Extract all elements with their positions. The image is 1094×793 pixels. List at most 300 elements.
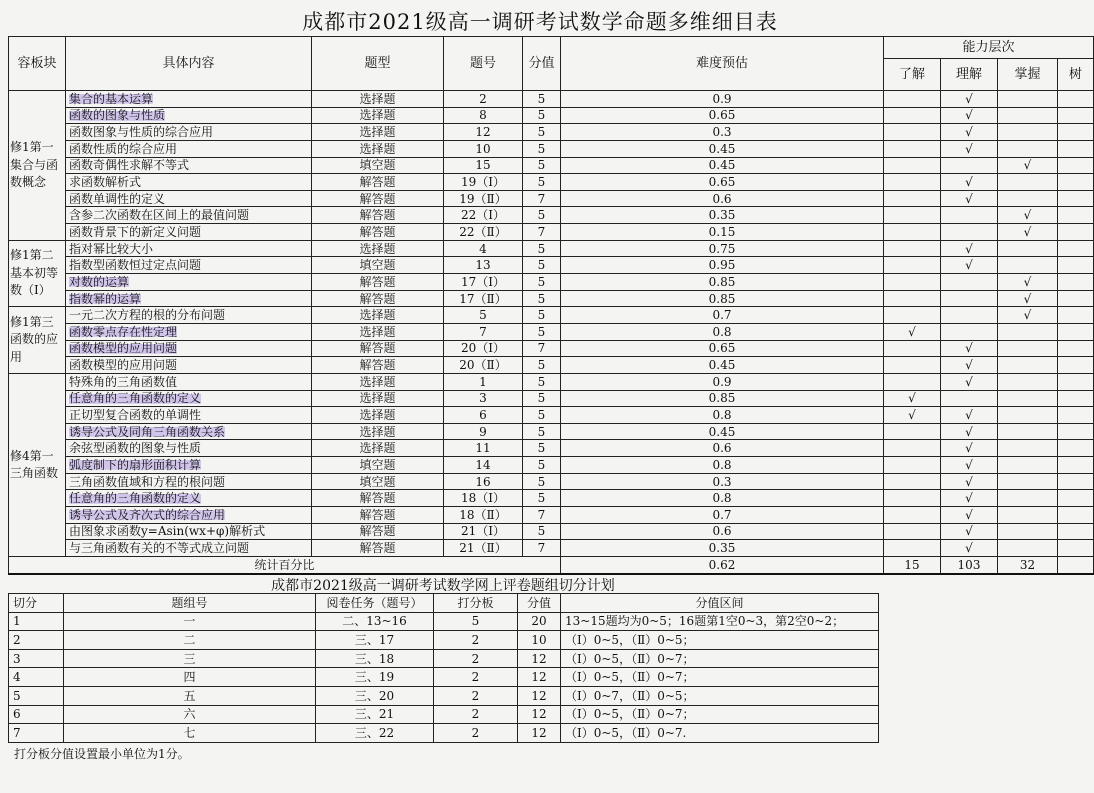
number-cell: 12 <box>444 124 523 141</box>
comprehend-mark: √ <box>941 357 998 374</box>
understand-mark <box>884 124 941 141</box>
range-cell: （Ⅰ）0~5，（Ⅱ）0~7； <box>561 668 879 687</box>
content-cell <box>66 440 312 457</box>
table-row <box>9 257 1094 274</box>
content-text: 三角函数值域和方程的根问题 <box>69 474 226 489</box>
type-cell: 解答题 <box>312 507 444 524</box>
split-row <box>9 612 879 631</box>
difficulty-cell: 0.45 <box>561 357 884 374</box>
content-cell <box>66 207 312 224</box>
type-cell: 解答题 <box>312 174 444 191</box>
difficulty-cell: 0.35 <box>561 207 884 224</box>
split-row <box>9 649 879 668</box>
comprehend-mark: √ <box>941 523 998 540</box>
score-cell: 5 <box>523 91 561 108</box>
table-row <box>9 140 1094 157</box>
master-mark <box>998 523 1058 540</box>
content-text: 任意角的三角函数的定义 <box>69 491 202 506</box>
comprehend-mark <box>941 207 998 224</box>
understand-mark <box>884 240 941 257</box>
type-cell: 解答题 <box>312 274 444 291</box>
understand-mark <box>884 257 941 274</box>
extra-cell <box>1058 257 1094 274</box>
extra-cell <box>1058 124 1094 141</box>
content-cell <box>66 357 312 374</box>
table-row <box>9 207 1094 224</box>
range-cell: （Ⅰ）0~5，（Ⅱ）0~7. <box>561 724 879 743</box>
master-mark <box>998 540 1058 557</box>
master-mark <box>998 257 1058 274</box>
master-mark <box>998 107 1058 124</box>
number-cell: 5 <box>444 307 523 324</box>
type-cell: 解答题 <box>312 540 444 557</box>
difficulty-cell: 0.7 <box>561 307 884 324</box>
extra-cell <box>1058 207 1094 224</box>
content-text: 求函数解析式 <box>69 175 142 190</box>
content-cell <box>66 157 312 174</box>
totals-difficulty: 0.62 <box>561 556 884 573</box>
extra-cell <box>1058 523 1094 540</box>
difficulty-cell: 0.8 <box>561 407 884 424</box>
difficulty-cell: 0.75 <box>561 240 884 257</box>
type-cell: 填空题 <box>312 457 444 474</box>
table-row <box>9 457 1094 474</box>
sub-header-split: 切分 <box>9 594 64 613</box>
master-mark: √ <box>998 307 1058 324</box>
type-cell: 填空题 <box>312 257 444 274</box>
master-mark <box>998 240 1058 257</box>
comprehend-mark: √ <box>941 457 998 474</box>
difficulty-cell: 0.9 <box>561 91 884 108</box>
number-cell: 2 <box>444 91 523 108</box>
understand-mark <box>884 507 941 524</box>
extra-cell <box>1058 423 1094 440</box>
content-text: 一元二次方程的根的分布问题 <box>69 308 226 323</box>
difficulty-cell: 0.8 <box>561 490 884 507</box>
range-cell: （Ⅰ）0~5，（Ⅱ）0~7； <box>561 649 879 668</box>
score-cell: 5 <box>523 140 561 157</box>
content-text: 诱导公式及同角三角函数关系 <box>69 424 226 439</box>
understand-mark <box>884 190 941 207</box>
comprehend-mark: √ <box>941 174 998 191</box>
content-cell <box>66 140 312 157</box>
understand-mark <box>884 440 941 457</box>
module-label: 修1第二 基本初等 数（Ⅰ） <box>9 240 66 307</box>
content-text: 任意角的三角函数的定义 <box>69 391 202 406</box>
type-cell: 解答题 <box>312 523 444 540</box>
content-cell <box>66 507 312 524</box>
extra-cell <box>1058 307 1094 324</box>
header-extra: 树 <box>1058 59 1094 91</box>
type-cell: 解答题 <box>312 207 444 224</box>
number-cell: 10 <box>444 140 523 157</box>
content-text: 函数奇偶性求解不等式 <box>69 158 190 173</box>
number-cell: 19（Ⅰ） <box>444 174 523 191</box>
master-mark <box>998 124 1058 141</box>
content-text: 与三角函数有关的不等式成立问题 <box>69 541 250 556</box>
totals-extra <box>1058 556 1094 573</box>
table-row <box>9 323 1094 340</box>
comprehend-mark <box>941 224 998 241</box>
content-cell <box>66 91 312 108</box>
score-cell: 7 <box>523 224 561 241</box>
understand-mark <box>884 140 941 157</box>
sub-header-task: 阅卷任务（题号） <box>316 594 434 613</box>
score-cell: 5 <box>523 457 561 474</box>
content-cell <box>66 457 312 474</box>
range-cell: （Ⅰ）0~7，（Ⅱ）0~5； <box>561 686 879 705</box>
difficulty-cell: 0.65 <box>561 174 884 191</box>
score-cell: 7 <box>523 540 561 557</box>
content-cell <box>66 274 312 291</box>
type-cell: 选择题 <box>312 440 444 457</box>
number-cell: 1 <box>444 373 523 390</box>
master-mark: √ <box>998 290 1058 307</box>
panel-cell: 2 <box>434 686 518 705</box>
spec-table-body <box>9 91 1094 574</box>
understand-mark <box>884 373 941 390</box>
panel-cell: 2 <box>434 705 518 724</box>
master-mark <box>998 507 1058 524</box>
content-cell <box>66 407 312 424</box>
split-row <box>9 631 879 650</box>
table-row <box>9 507 1094 524</box>
extra-cell <box>1058 373 1094 390</box>
header-difficulty: 难度预估 <box>561 37 884 91</box>
content-text: 函数模型的应用问题 <box>69 358 178 373</box>
content-text: 含参二次函数在区间上的最值问题 <box>69 208 250 223</box>
score-cell: 7 <box>523 340 561 357</box>
score-cell: 5 <box>523 473 561 490</box>
content-cell <box>66 390 312 407</box>
type-cell: 选择题 <box>312 323 444 340</box>
master-mark <box>998 440 1058 457</box>
table-row <box>9 373 1094 390</box>
split-number: 7 <box>9 724 64 743</box>
group-number: 四 <box>64 668 316 687</box>
panel-cell: 2 <box>434 724 518 743</box>
task-cell: 三、21 <box>316 705 434 724</box>
split-number: 5 <box>9 686 64 705</box>
understand-mark: √ <box>884 390 941 407</box>
understand-mark <box>884 91 941 108</box>
totals-master: 32 <box>998 556 1058 573</box>
table-row <box>9 540 1094 557</box>
number-cell: 18（Ⅱ） <box>444 507 523 524</box>
comprehend-mark: √ <box>941 407 998 424</box>
split-table-body <box>9 612 879 742</box>
understand-mark <box>884 357 941 374</box>
content-text: 函数背景下的新定义问题 <box>69 224 202 239</box>
number-cell: 22（Ⅱ） <box>444 224 523 241</box>
type-cell: 填空题 <box>312 157 444 174</box>
table-row <box>9 124 1094 141</box>
totals-label: 统计百分比 <box>9 556 561 573</box>
number-cell: 16 <box>444 473 523 490</box>
understand-mark <box>884 473 941 490</box>
master-mark: √ <box>998 224 1058 241</box>
type-cell: 选择题 <box>312 373 444 390</box>
header-type: 题型 <box>312 37 444 91</box>
number-cell: 9 <box>444 423 523 440</box>
table-row <box>9 407 1094 424</box>
comprehend-mark: √ <box>941 440 998 457</box>
group-number: 七 <box>64 724 316 743</box>
content-cell <box>66 174 312 191</box>
extra-cell <box>1058 540 1094 557</box>
split-table <box>8 593 879 743</box>
content-cell <box>66 523 312 540</box>
master-mark <box>998 357 1058 374</box>
score-cell: 5 <box>523 290 561 307</box>
score-cell: 5 <box>523 357 561 374</box>
type-cell: 解答题 <box>312 290 444 307</box>
understand-mark <box>884 207 941 224</box>
score-cell: 5 <box>523 274 561 291</box>
difficulty-cell: 0.85 <box>561 274 884 291</box>
extra-cell <box>1058 91 1094 108</box>
content-text: 正切型复合函数的单调性 <box>69 407 202 422</box>
content-cell <box>66 540 312 557</box>
extra-cell <box>1058 390 1094 407</box>
header-understand: 了解 <box>884 59 941 91</box>
comprehend-mark: √ <box>941 124 998 141</box>
content-text: 指数型函数恒过定点问题 <box>69 258 202 273</box>
comprehend-mark <box>941 390 998 407</box>
extra-cell <box>1058 107 1094 124</box>
extra-cell <box>1058 473 1094 490</box>
number-cell: 14 <box>444 457 523 474</box>
extra-cell <box>1058 274 1094 291</box>
content-cell <box>66 124 312 141</box>
range-cell: （Ⅰ）0~5，（Ⅱ）0~5； <box>561 631 879 650</box>
table-row <box>9 190 1094 207</box>
range-cell: （Ⅰ）0~5，（Ⅱ）0~7； <box>561 705 879 724</box>
master-mark <box>998 190 1058 207</box>
extra-cell <box>1058 507 1094 524</box>
difficulty-cell: 0.8 <box>561 457 884 474</box>
content-text: 函数的图象与性质 <box>69 108 166 123</box>
comprehend-mark: √ <box>941 340 998 357</box>
type-cell: 解答题 <box>312 190 444 207</box>
understand-mark <box>884 540 941 557</box>
score-cell: 12 <box>518 668 561 687</box>
table-row <box>9 473 1094 490</box>
extra-cell <box>1058 407 1094 424</box>
number-cell: 6 <box>444 407 523 424</box>
score-cell: 5 <box>523 440 561 457</box>
understand-mark <box>884 457 941 474</box>
split-row <box>9 705 879 724</box>
score-cell: 5 <box>523 490 561 507</box>
understand-mark <box>884 224 941 241</box>
score-cell: 7 <box>523 507 561 524</box>
type-cell: 解答题 <box>312 357 444 374</box>
number-cell: 21（Ⅰ） <box>444 523 523 540</box>
type-cell: 选择题 <box>312 240 444 257</box>
content-text: 余弦型函数的图象与性质 <box>69 441 202 456</box>
understand-mark <box>884 423 941 440</box>
comprehend-mark <box>941 274 998 291</box>
header-master: 掌握 <box>998 59 1058 91</box>
comprehend-mark: √ <box>941 423 998 440</box>
score-cell: 5 <box>523 373 561 390</box>
footnote: 打分板分值设置最小单位为1分。 <box>14 747 190 761</box>
task-cell: 二、13~16 <box>316 612 434 631</box>
number-cell: 20（Ⅰ） <box>444 340 523 357</box>
comprehend-mark <box>941 323 998 340</box>
content-text: 对数的运算 <box>69 274 130 289</box>
content-cell <box>66 323 312 340</box>
difficulty-cell: 0.9 <box>561 373 884 390</box>
understand-mark <box>884 157 941 174</box>
score-cell: 10 <box>518 631 561 650</box>
extra-cell <box>1058 323 1094 340</box>
type-cell: 选择题 <box>312 423 444 440</box>
table-row <box>9 290 1094 307</box>
type-cell: 选择题 <box>312 124 444 141</box>
score-cell: 5 <box>523 257 561 274</box>
table-row <box>9 423 1094 440</box>
number-cell: 17（Ⅱ） <box>444 290 523 307</box>
master-mark <box>998 457 1058 474</box>
content-text: 弧度制下的扇形面积计算 <box>69 457 202 472</box>
comprehend-mark: √ <box>941 473 998 490</box>
master-mark: √ <box>998 157 1058 174</box>
understand-mark <box>884 174 941 191</box>
type-cell: 解答题 <box>312 224 444 241</box>
score-cell: 5 <box>523 124 561 141</box>
number-cell: 4 <box>444 240 523 257</box>
header-module: 容板块 <box>9 37 66 91</box>
number-cell: 17（Ⅰ） <box>444 274 523 291</box>
content-cell <box>66 190 312 207</box>
difficulty-cell: 0.3 <box>561 473 884 490</box>
panel-cell: 2 <box>434 631 518 650</box>
totals-understand: 15 <box>884 556 941 573</box>
content-text: 函数零点存在性定理 <box>69 324 178 339</box>
comprehend-mark: √ <box>941 490 998 507</box>
difficulty-cell: 0.6 <box>561 523 884 540</box>
extra-cell <box>1058 174 1094 191</box>
difficulty-cell: 0.85 <box>561 290 884 307</box>
type-cell: 选择题 <box>312 307 444 324</box>
totals-row <box>9 556 1094 573</box>
score-cell: 5 <box>523 157 561 174</box>
sub-header-score: 分值 <box>518 594 561 613</box>
understand-mark <box>884 340 941 357</box>
extra-cell <box>1058 340 1094 357</box>
master-mark <box>998 473 1058 490</box>
difficulty-cell: 0.6 <box>561 190 884 207</box>
master-mark: √ <box>998 274 1058 291</box>
content-text: 诱导公式及齐次式的综合应用 <box>69 507 226 522</box>
range-cell: 13~15题均为0~5；16题第1空0~3，第2空0~2； <box>561 612 879 631</box>
table-row <box>9 274 1094 291</box>
score-cell: 5 <box>523 174 561 191</box>
panel-cell: 5 <box>434 612 518 631</box>
master-mark <box>998 91 1058 108</box>
comprehend-mark: √ <box>941 140 998 157</box>
sub-table-title: 成都市2021级高一调研考试数学网上评卷题组切分计划 <box>271 578 615 594</box>
split-number: 1 <box>9 612 64 631</box>
score-cell: 5 <box>523 407 561 424</box>
content-text: 由图象求函数y=Asin(wx+φ)解析式 <box>69 524 266 539</box>
header-number: 题号 <box>444 37 523 91</box>
number-cell: 21（Ⅱ） <box>444 540 523 557</box>
comprehend-mark: √ <box>941 507 998 524</box>
extra-cell <box>1058 240 1094 257</box>
content-cell <box>66 290 312 307</box>
extra-cell <box>1058 224 1094 241</box>
understand-mark <box>884 307 941 324</box>
panel-cell: 2 <box>434 649 518 668</box>
split-number: 3 <box>9 649 64 668</box>
difficulty-cell: 0.3 <box>561 124 884 141</box>
extra-cell <box>1058 440 1094 457</box>
table-row <box>9 224 1094 241</box>
difficulty-cell: 0.7 <box>561 507 884 524</box>
sub-header-group: 题组号 <box>64 594 316 613</box>
split-number: 2 <box>9 631 64 650</box>
score-cell: 5 <box>523 323 561 340</box>
content-text: 函数单调性的定义 <box>69 191 166 206</box>
group-number: 五 <box>64 686 316 705</box>
content-cell <box>66 240 312 257</box>
comprehend-mark <box>941 157 998 174</box>
content-cell <box>66 490 312 507</box>
score-cell: 5 <box>523 390 561 407</box>
score-cell: 7 <box>523 190 561 207</box>
understand-mark: √ <box>884 323 941 340</box>
task-cell: 三、19 <box>316 668 434 687</box>
split-number: 4 <box>9 668 64 687</box>
content-text: 指对幂比较大小 <box>69 241 154 256</box>
table-row <box>9 340 1094 357</box>
split-row <box>9 686 879 705</box>
task-cell: 三、22 <box>316 724 434 743</box>
number-cell: 19（Ⅱ） <box>444 190 523 207</box>
content-text: 函数性质的综合应用 <box>69 141 178 156</box>
extra-cell <box>1058 140 1094 157</box>
content-cell <box>66 423 312 440</box>
module-label: 修1第三 函数的应 用 <box>9 307 66 374</box>
group-number: 一 <box>64 612 316 631</box>
type-cell: 解答题 <box>312 490 444 507</box>
content-cell <box>66 107 312 124</box>
panel-cell: 2 <box>434 668 518 687</box>
content-text: 函数图象与性质的综合应用 <box>69 125 214 140</box>
difficulty-cell: 0.65 <box>561 340 884 357</box>
group-number: 三 <box>64 649 316 668</box>
table-row <box>9 390 1094 407</box>
table-row <box>9 490 1094 507</box>
score-cell: 5 <box>523 307 561 324</box>
difficulty-cell: 0.95 <box>561 257 884 274</box>
understand-mark <box>884 107 941 124</box>
task-cell: 三、18 <box>316 649 434 668</box>
totals-comprehend: 103 <box>941 556 998 573</box>
sub-header-panel: 打分板 <box>434 594 518 613</box>
header-ability: 能力层次 <box>884 37 1094 59</box>
score-cell: 20 <box>518 612 561 631</box>
difficulty-cell: 0.8 <box>561 323 884 340</box>
content-cell <box>66 373 312 390</box>
comprehend-mark: √ <box>941 91 998 108</box>
content-text: 函数模型的应用问题 <box>69 341 178 356</box>
table-row <box>9 440 1094 457</box>
group-number: 六 <box>64 705 316 724</box>
